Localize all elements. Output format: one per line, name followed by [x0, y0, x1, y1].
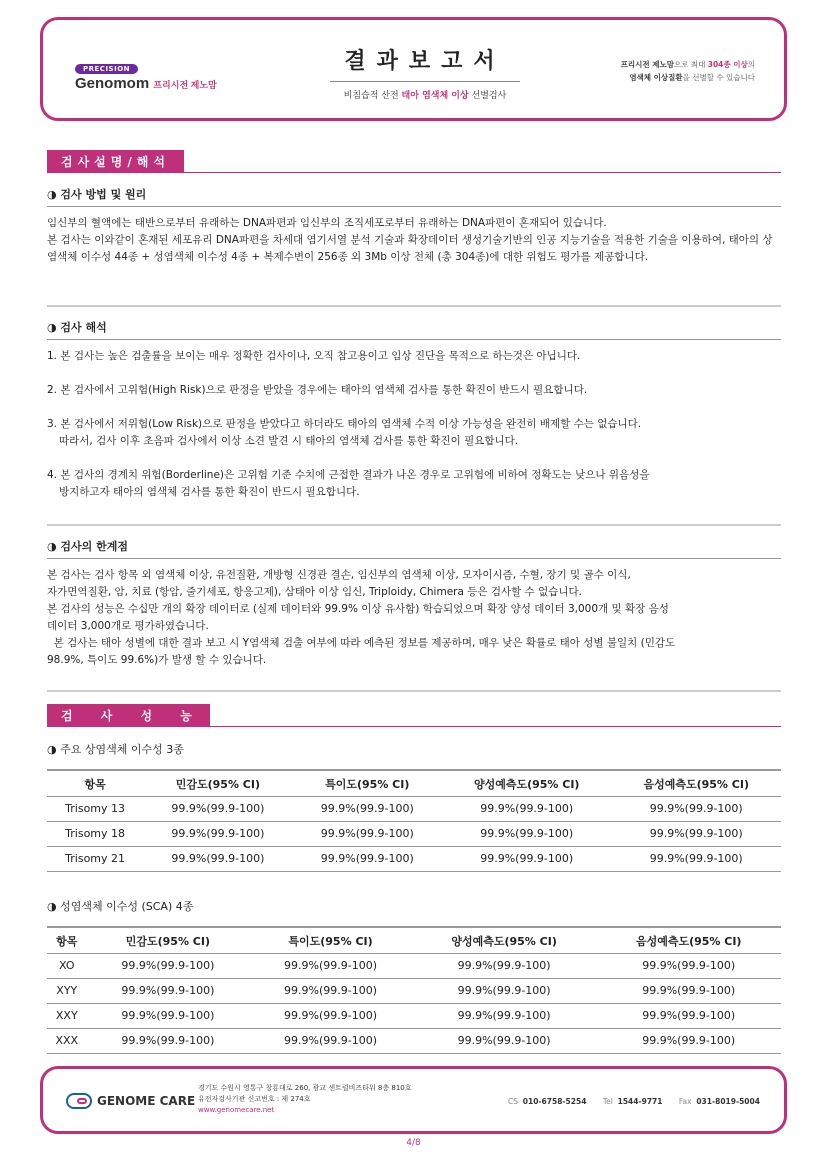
table-header-cell: 양성예측도(95% CI)	[442, 770, 612, 797]
cs-label: CS	[508, 1097, 518, 1106]
performance-block-sex-chromosome	[47, 892, 781, 1054]
limitations-line: 본 검사는 검사 항목 외 염색체 이상, 유전질환, 개방형 신경관 결손, 임신부의 염색체 이상, 모자이시즘, 수혈, 장기 및 골수 이식,	[47, 569, 631, 581]
table-cell: 99.9%(99.9-100)	[87, 954, 250, 979]
table-cell: XXY	[47, 1004, 87, 1029]
tagline-mid: 으로 최대	[673, 60, 708, 69]
table1-caption: ◑ 주요 상염색체 이수성 3종	[47, 743, 184, 756]
tagline-highlight: 304종 이상	[707, 60, 748, 69]
limitations-line: 데이터 3,000개로 평가하였습니다.	[47, 620, 209, 632]
table-row	[47, 979, 781, 1004]
limitations-line: 본 검사의 성능은 수십만 개의 확장 데이터로 (실제 데이터와 99.9% 이상 유사함) 학습되었으며 확장 양성 데이터 3,000개 및 확장 음성	[47, 603, 669, 615]
table-cell: 99.9%(99.9-100)	[249, 954, 412, 979]
table-cell: 99.9%(99.9-100)	[412, 979, 597, 1004]
performance-block-autosomal	[47, 735, 781, 872]
interpretation-heading: ◑ 검사 해석	[47, 313, 781, 340]
sca-performance-table	[47, 926, 781, 1054]
table-cell: 99.9%(99.9-100)	[596, 979, 781, 1004]
fax-label: Fax	[678, 1097, 692, 1106]
subtitle-pre: 비침습적 산전	[343, 91, 402, 101]
interpretation-block	[47, 313, 781, 518]
table-cell: 99.9%(99.9-100)	[611, 797, 781, 822]
tel-number: 1544-9771	[617, 1097, 663, 1106]
table-row	[47, 954, 781, 979]
interpretation-item-3-line-2: 따라서, 검사 이후 초음파 검사에서 이상 소견 발견 시 태아의 염색체 검사를 통한 확진이 필요합니다.	[59, 435, 519, 447]
table-cell: 99.9%(99.9-100)	[442, 847, 612, 872]
precision-pill: PRECISION	[75, 64, 138, 74]
table-cell: 99.9%(99.9-100)	[143, 797, 292, 822]
interpretation-item-4-line-1: 4. 본 검사의 경계치 위험(Borderline)은 고위험 기준 수치에 근접한 결과가 나온 경우로 고위험에 비하여 정확도는 낮으나 위음성을	[47, 469, 650, 481]
table-cell: 99.9%(99.9-100)	[293, 847, 442, 872]
table-cell: XYY	[47, 979, 87, 1004]
limitations-line: 98.9%, 특이도 99.6%)가 발생 할 수 있습니다.	[47, 654, 267, 666]
footer-address-block	[198, 1083, 412, 1116]
table-cell: 99.9%(99.9-100)	[596, 1004, 781, 1029]
limitations-line: 본 검사는 태아 성별에 대한 결과 보고 시 Y염색체 검출 여부에 따라 예측된 정보를 제공하며, 매우 낮은 확률로 태아 성별 불일치 (민감도	[47, 637, 676, 649]
table-header-cell: 음성예측도(95% CI)	[596, 927, 781, 954]
method-block	[47, 180, 781, 266]
table-row	[47, 1004, 781, 1029]
table-row	[47, 847, 781, 872]
table-cell: 99.9%(99.9-100)	[293, 822, 442, 847]
table-cell: 99.9%(99.9-100)	[293, 797, 442, 822]
footer-contacts	[508, 1097, 774, 1106]
limitations-line: 자가면역질환, 암, 치료 (항암, 줄기세포, 항응고제), 삼태아 이상 임신, Triploidy, Chimera 등은 검사할 수 없습니다.	[47, 586, 583, 598]
table-cell: 99.9%(99.9-100)	[87, 979, 250, 1004]
method-paragraph-1: 임신부의 혈액에는 태반으로부터 유래하는 DNA파편과 임신부의 조직세포로부터 유래하는 DNA파편이 혼재되어 있습니다.	[47, 217, 607, 229]
table-cell: Trisomy 18	[47, 822, 143, 847]
subtitle-highlight: 태아 염색체 이상	[401, 91, 469, 101]
table-cell: 99.9%(99.9-100)	[442, 822, 612, 847]
method-paragraph-2: 본 검사는 이와같이 혼재된 세포유리 DNA파편을 차세대 염기서열 분석 기술과 확장데이터 생성기술기반의 인공 지능기술을 적용한 기술을 이용하여, 태아의 상염색체 이수성 44종 + 성염색체 이수성 4종 + 복제수변이 256종 외 3Mb 이상 전체 (총 304종)에 대한 위험도 평가를 제공합니다.	[47, 234, 773, 263]
divider	[47, 690, 781, 692]
interpretation-item-1: 1. 본 검사는 높은 검출률을 보이는 매우 정확한 검사이나, 오직 참고용이고 임상 진단을 목적으로 하는것은 아닙니다.	[47, 350, 581, 362]
table-cell: Trisomy 21	[47, 847, 143, 872]
table2-caption: ◑ 성염색체 이수성 (SCA) 4종	[47, 900, 194, 913]
divider	[47, 524, 781, 526]
footer-license: 유전자검사기관 신고번호 : 제 274호	[198, 1095, 311, 1103]
table-header-cell: 민감도(95% CI)	[143, 770, 292, 797]
table-cell: XO	[47, 954, 87, 979]
interpretation-item-3	[47, 416, 781, 450]
cs-number: 010-6758-5254	[522, 1097, 587, 1106]
logo-brand: Genomom	[75, 75, 150, 92]
tel-label: Tel	[602, 1097, 613, 1106]
interpretation-item-4	[47, 467, 781, 501]
table-cell: Trisomy 13	[47, 797, 143, 822]
table-cell: 99.9%(99.9-100)	[596, 1029, 781, 1054]
subtitle-post: 선별검사	[468, 91, 507, 101]
table-cell: 99.9%(99.9-100)	[412, 1029, 597, 1054]
section-tab-performance: 검 사 성 능	[47, 704, 210, 726]
table-cell: 99.9%(99.9-100)	[412, 1004, 597, 1029]
genomom-logo	[75, 56, 217, 92]
interpretation-item-4-line-2: 방지하고자 태아의 염색체 검사를 통한 확진이 반드시 필요합니다.	[59, 486, 360, 498]
table-cell: 99.9%(99.9-100)	[249, 1004, 412, 1029]
interpretation-item-3-line-1: 3. 본 검사에서 저위험(Low Risk)으로 판정을 받았다고 하더라도 태아의 염색체 수적 이상 가능성을 완전히 배제할 수는 없습니다.	[47, 418, 642, 430]
table-header-cell: 특이도(95% CI)	[249, 927, 412, 954]
table-cell: 99.9%(99.9-100)	[87, 1029, 250, 1054]
limitations-heading: ◑ 검사의 한계점	[47, 532, 781, 559]
table-cell: 99.9%(99.9-100)	[249, 979, 412, 1004]
genome-care-logo	[66, 1093, 195, 1109]
page-title: 결과보고서	[330, 44, 520, 82]
table-cell: 99.9%(99.9-100)	[442, 797, 612, 822]
table-row	[47, 822, 781, 847]
section-tab-description: 검사설명/해석	[47, 150, 184, 172]
footer-website-link[interactable]: www.genomecare.net	[198, 1106, 275, 1114]
table-header-cell: 음성예측도(95% CI)	[611, 770, 781, 797]
company-name: GENOME CARE	[97, 1094, 196, 1108]
table-cell: 99.9%(99.9-100)	[611, 822, 781, 847]
table-cell: 99.9%(99.9-100)	[596, 954, 781, 979]
table-cell: 99.9%(99.9-100)	[143, 822, 292, 847]
autosomal-performance-table	[47, 769, 781, 872]
table-cell: XXX	[47, 1029, 87, 1054]
section-header-performance	[47, 705, 781, 727]
table-header-cell: 양성예측도(95% CI)	[412, 927, 597, 954]
page-number: 4/8	[406, 1138, 421, 1148]
table-header-cell: 항목	[47, 927, 87, 954]
table-header-cell: 항목	[47, 770, 143, 797]
tagline-product: 프리시전 제노맘	[620, 60, 674, 69]
page-subtitle	[330, 88, 520, 101]
tagline-post: 의	[747, 60, 755, 69]
table-cell: 99.9%(99.9-100)	[412, 954, 597, 979]
table-header-cell: 민감도(95% CI)	[87, 927, 250, 954]
header-tagline	[560, 58, 755, 84]
table-row	[47, 1029, 781, 1054]
section-header-description	[47, 151, 781, 173]
table-cell: 99.9%(99.9-100)	[87, 1004, 250, 1029]
method-heading: ◑ 검사 방법 및 원리	[47, 180, 781, 207]
tagline-disease: 염색체 이상질환	[629, 73, 683, 82]
genome-care-logo-icon	[66, 1093, 92, 1109]
interpretation-item-2: 2. 본 검사에서 고위험(High Risk)으로 판정을 받았을 경우에는 태아의 염색체 검사를 통한 확진이 반드시 필요합니다.	[47, 384, 588, 396]
fax-number: 031-8019-5004	[696, 1097, 760, 1106]
divider	[47, 305, 781, 307]
table-cell: 99.9%(99.9-100)	[249, 1029, 412, 1054]
logo-sub: 프리시전 제노맘	[153, 80, 217, 90]
tagline-end: 을 선별할 수 있습니다	[682, 73, 755, 82]
table-cell: 99.9%(99.9-100)	[611, 847, 781, 872]
table-cell: 99.9%(99.9-100)	[143, 847, 292, 872]
limitations-block	[47, 532, 781, 669]
report-title-block	[330, 44, 520, 101]
footer-address: 경기도 수원시 영통구 창룡대로 260, 광교 센트럴비즈타워 8층 810호	[198, 1084, 412, 1092]
table-header-cell: 특이도(95% CI)	[293, 770, 442, 797]
table-row	[47, 797, 781, 822]
